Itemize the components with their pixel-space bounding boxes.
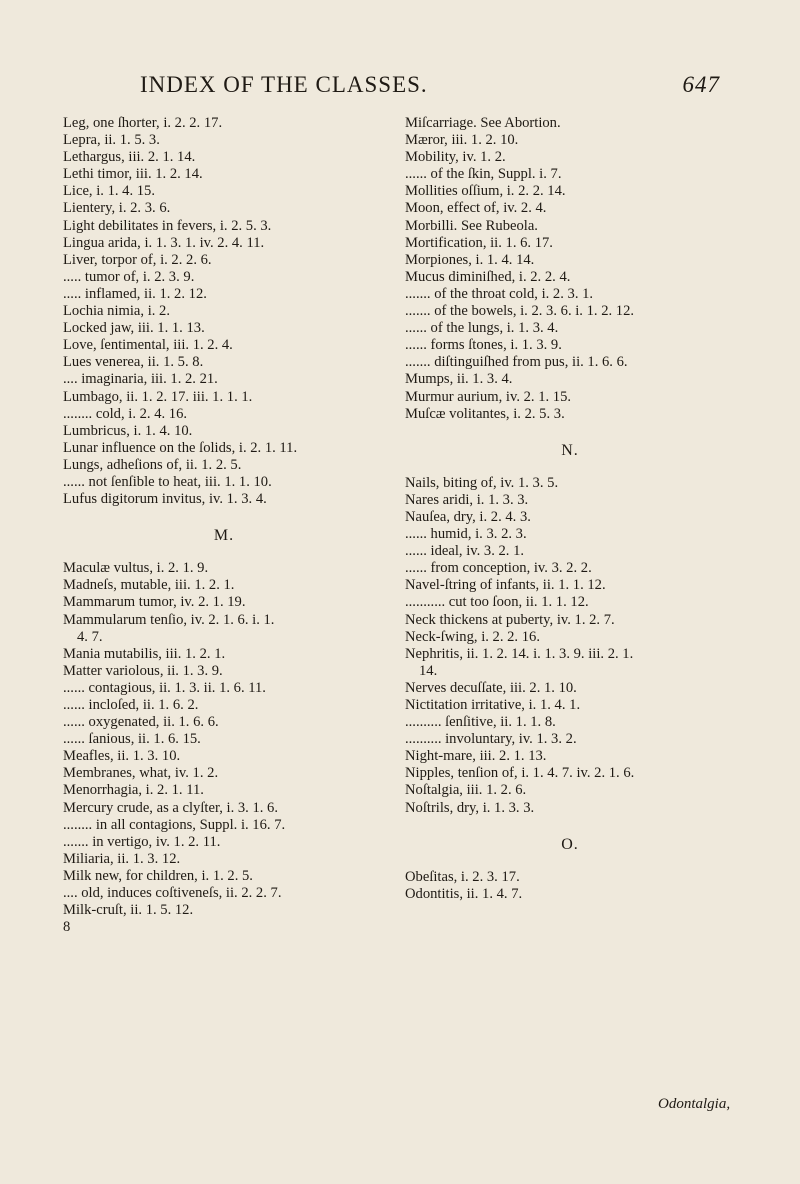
- index-entry: Maculæ vultus, i. 2. 1. 9.: [63, 560, 209, 577]
- index-entry: ...... of the ſkin, Suppl. i. 7.: [405, 166, 562, 183]
- index-entry: ...... ſanious, ii. 1. 6. 15.: [63, 731, 201, 748]
- index-entry: Neck-ſwing, i. 2. 2. 16.: [405, 628, 540, 645]
- index-entry: Milk-cruſt, ii. 1. 5. 12.: [63, 902, 194, 919]
- index-entry: Liver, torpor of, i. 2. 2. 6.: [63, 251, 212, 268]
- index-entry: Noſtrils, dry, i. 1. 3. 3.: [405, 799, 535, 816]
- index-entry: Murmur aurium, iv. 2. 1. 15.: [405, 388, 572, 405]
- index-entry: Lientery, i. 2. 3. 6.: [63, 200, 171, 217]
- index-entry: .... old, induces coſtiveneſs, ii. 2. 2. 7.: [63, 885, 282, 902]
- index-entry: Lungs, adheſions of, ii. 1. 2. 5.: [63, 456, 242, 473]
- index-entry: ........ cold, i. 2. 4. 16.: [63, 405, 188, 422]
- index-entry: Noſtalgia, iii. 1. 2. 6.: [405, 782, 527, 799]
- index-entry: Lingua arida, i. 1. 3. 1. iv. 2. 4. 11.: [63, 234, 265, 251]
- index-entry: Mobility, iv. 1. 2.: [405, 149, 506, 166]
- index-entry: Mammularum tenſio, iv. 2. 1. 6. i. 1.: [63, 611, 275, 628]
- index-entry: Lufus digitorum invitus, iv. 1. 3. 4.: [63, 491, 267, 508]
- index-entry: Lice, i. 1. 4. 15.: [63, 183, 156, 200]
- index-entry: Nerves decuſſate, iii. 2. 1. 10.: [405, 679, 577, 696]
- index-entry: Love, ſentimental, iii. 1. 2. 4.: [63, 337, 233, 354]
- index-entry: Menorrhagia, i. 2. 1. 11.: [63, 782, 204, 799]
- index-entry: Miliaria, ii. 1. 3. 12.: [63, 850, 181, 867]
- index-entry: Lochia nimia, i. 2.: [63, 303, 170, 320]
- header-title: INDEX OF THE CLASSES.: [140, 72, 428, 97]
- index-entry: Lepra, ii. 1. 5. 3.: [63, 132, 160, 149]
- index-entry: ....... in vertigo, iv. 1. 2. 11.: [63, 833, 221, 850]
- index-entry: Mollities oſſium, i. 2. 2. 14.: [405, 183, 566, 200]
- index-entry: Mumps, ii. 1. 3. 4.: [405, 371, 513, 388]
- index-entry: Meafles, ii. 1. 3. 10.: [63, 748, 181, 765]
- running-header: [70, 72, 720, 100]
- index-entry: Madneſs, mutable, iii. 1. 2. 1.: [63, 577, 235, 594]
- index-entry: Night-mare, iii. 2. 1. 13.: [405, 748, 547, 765]
- index-entry: Miſcarriage. See Abortion.: [405, 115, 561, 131]
- index-entry: ...... incloſed, ii. 1. 6. 2.: [63, 697, 199, 713]
- index-entry: Navel-ſtring of infants, ii. 1. 1. 12.: [405, 577, 606, 594]
- index-entry: ....... of the bowels, i. 2. 3. 6. i. 1. 2. 12.: [405, 303, 635, 320]
- index-column-right: [405, 115, 735, 903]
- index-entry: ....... diſtinguiſhed from pus, ii. 1. 6. 6.: [405, 354, 628, 371]
- index-column-left: [63, 115, 385, 936]
- index-entry: ........... cut too ſoon, ii. 1. 1. 12.: [405, 594, 589, 611]
- index-entry: Moon, effect of, iv. 2. 4.: [405, 200, 547, 217]
- index-entry: Lethargus, iii. 2. 1. 14.: [63, 149, 196, 166]
- index-entry: Mucus diminiſhed, i. 2. 2. 4.: [405, 268, 571, 285]
- catchword: Odontalgia,: [658, 1096, 731, 1112]
- index-entry: Milk new, for children, i. 1. 2. 5.: [63, 867, 253, 884]
- index-entry: Leg, one ſhorter, i. 2. 2. 17.: [63, 115, 223, 131]
- index-entry: 8: [63, 919, 71, 936]
- index-entry: Muſcæ volitantes, i. 2. 5. 3.: [405, 405, 565, 422]
- index-entry: .... imaginaria, iii. 1. 2. 21.: [63, 371, 218, 388]
- index-entry: Lues venerea, ii. 1. 5. 8.: [63, 354, 204, 371]
- index-entry: Lumbricus, i. 1. 4. 10.: [63, 422, 193, 439]
- index-entry: Lumbago, ii. 1. 2. 17. iii. 1. 1. 1.: [63, 388, 253, 405]
- section-letter: M.: [213, 527, 235, 545]
- index-entry: ...... from conception, iv. 3. 2. 2.: [405, 560, 592, 577]
- index-entry: ...... of the lungs, i. 1. 3. 4.: [405, 320, 559, 337]
- index-entry: Nephritis, ii. 1. 2. 14. i. 1. 3. 9. iii. 2. 1.: [405, 645, 634, 662]
- index-entry: ...... oxygenated, ii. 1. 6. 6.: [63, 714, 219, 731]
- index-entry: Membranes, what, iv. 1. 2.: [63, 765, 219, 782]
- index-entry: Odontitis, ii. 1. 4. 7.: [405, 885, 523, 902]
- page-number: 647: [682, 72, 720, 97]
- index-entry: Locked jaw, iii. 1. 1. 13.: [63, 320, 205, 337]
- section-letter: O.: [561, 835, 579, 853]
- index-entry: Obeſitas, i. 2. 3. 17.: [405, 868, 520, 885]
- index-entry: Mercury crude, as a clyſter, i. 3. 1. 6.: [63, 799, 279, 816]
- index-entry: Mæror, iii. 1. 2. 10.: [405, 132, 519, 149]
- section-letter: N.: [561, 441, 579, 459]
- index-entry: Nipples, tenſion of, i. 1. 4. 7. iv. 2. 1. 6.: [405, 765, 635, 782]
- index-entry: ....... of the throat cold, i. 2. 3. 1.: [405, 285, 594, 302]
- index-entry: .......... ſenſitive, ii. 1. 1. 8.: [405, 714, 556, 731]
- index-entry: ........ in all contagions, Suppl. i. 16. 7.: [63, 816, 286, 833]
- index-entry: ...... ideal, iv. 3. 2. 1.: [405, 543, 525, 560]
- index-entry: Lunar influence on the ſolids, i. 2. 1. 11.: [63, 439, 298, 456]
- index-entry: Neck thickens at puberty, iv. 1. 2. 7.: [405, 611, 615, 628]
- index-entry: Light debilitates in fevers, i. 2. 5. 3.: [63, 217, 272, 234]
- index-entry: ..... inflamed, ii. 1. 2. 12.: [63, 285, 207, 302]
- index-entry: Morpiones, i. 1. 4. 14.: [405, 251, 535, 268]
- index-entry: ..... tumor of, i. 2. 3. 9.: [63, 268, 195, 285]
- index-entry: ...... not ſenſible to heat, iii. 1. 1. 10.: [63, 473, 272, 490]
- index-entry: ...... contagious, ii. 1. 3. ii. 1. 6. 11.: [63, 679, 266, 696]
- index-entry-continuation: 14.: [419, 662, 438, 679]
- index-entry: Morbilli. See Rubeola.: [405, 217, 538, 234]
- index-entry: Nails, biting of, iv. 1. 3. 5.: [405, 474, 559, 491]
- index-entry: Mortification, ii. 1. 6. 17.: [405, 234, 553, 251]
- index-entry: Nares aridi, i. 1. 3. 3.: [405, 491, 529, 508]
- index-entry: Mammarum tumor, iv. 2. 1. 19.: [63, 594, 246, 611]
- index-entry: Nauſea, dry, i. 2. 4. 3.: [405, 508, 531, 525]
- index-entry: Mania mutabilis, iii. 1. 2. 1.: [63, 645, 226, 662]
- index-entry: Lethi timor, iii. 1. 2. 14.: [63, 166, 203, 183]
- index-entry-continuation: 4. 7.: [77, 628, 103, 645]
- index-entry: Nictitation irritative, i. 1. 4. 1.: [405, 697, 581, 713]
- index-entry: ...... forms ſtones, i. 1. 3. 9.: [405, 337, 562, 354]
- index-entry: Matter variolous, ii. 1. 3. 9.: [63, 662, 223, 679]
- index-entry: .......... involuntary, iv. 1. 3. 2.: [405, 731, 577, 748]
- index-entry: ...... humid, i. 3. 2. 3.: [405, 526, 527, 543]
